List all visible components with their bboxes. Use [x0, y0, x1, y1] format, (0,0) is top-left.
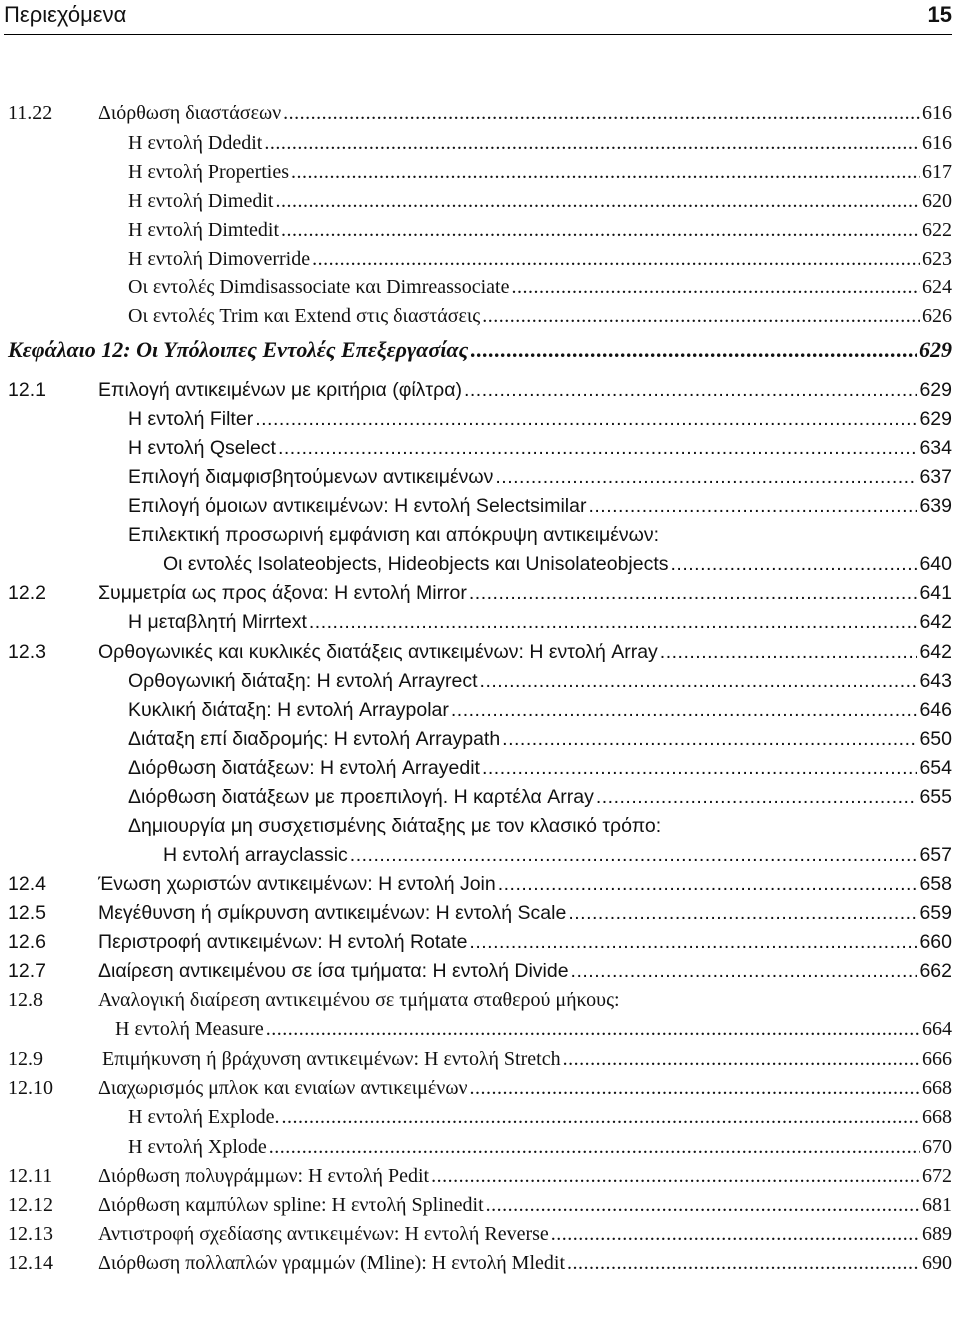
dot-leader [309, 609, 918, 635]
toc-page-number: 659 [919, 902, 952, 924]
page-number: 15 [927, 2, 952, 27]
dot-leader [567, 1250, 920, 1276]
toc-page-number: 689 [922, 1223, 952, 1245]
page-title: Περιεχόμενα [4, 2, 127, 27]
toc-page-number: 668 [922, 1106, 952, 1128]
dot-leader [495, 464, 917, 490]
toc-entry-title: Διαχωρισμός μπλοκ και ενιαίων αντικειμένων [98, 1077, 468, 1099]
toc-entry-title: Επιμήκυνση ή βράχυνση αντικειμένων: Η εντολή Stretch [102, 1048, 561, 1070]
toc-entry[interactable] [0, 813, 960, 839]
toc-section-number: 12.11 [8, 1165, 53, 1187]
toc-entry-title: Κυκλική διάταξη: Η εντολή Arraypolar [128, 699, 449, 721]
toc-page-number: 660 [919, 931, 952, 953]
toc-entry[interactable] [0, 406, 960, 432]
dot-leader [563, 1046, 920, 1072]
toc-entry-title: Η εντολή Xplode [128, 1136, 267, 1158]
toc-entry-title: Διάταξη επί διαδρομής: Η εντολή Arraypath [128, 728, 501, 750]
dot-leader [482, 303, 920, 329]
toc-entry-title: Η μεταβλητή Mirrtext [128, 611, 307, 633]
toc-page-number: 616 [922, 132, 952, 154]
toc-entry-title: Οι εντολές Dimdisassociate και Dimreassociate [128, 276, 510, 298]
toc-page-number: 624 [922, 276, 952, 298]
toc-entry-title: Η εντολή Dimtedit [128, 219, 280, 241]
dot-leader [278, 435, 918, 461]
dot-leader [282, 1104, 920, 1130]
toc-section-number: 12.12 [8, 1194, 53, 1216]
toc-page-number: 681 [922, 1194, 952, 1216]
toc-entry[interactable] [0, 464, 960, 490]
toc-entry[interactable] [0, 1104, 960, 1130]
dot-leader [470, 1075, 920, 1101]
toc-section-number: 12.4 [8, 873, 46, 895]
toc-section-number: 12.2 [8, 582, 46, 604]
toc-page-number: 654 [919, 757, 952, 779]
toc-entry[interactable] [0, 493, 960, 519]
toc-entry[interactable] [0, 871, 960, 897]
dot-leader [281, 217, 920, 243]
toc-page-number: 623 [922, 248, 952, 270]
toc-entry-title: Ορθογωνική διάταξη: Η εντολή Arrayrect [128, 670, 478, 692]
dot-leader [431, 1163, 920, 1189]
toc-entry[interactable] [0, 1075, 960, 1101]
toc-page-number: 639 [919, 495, 952, 517]
toc-entry[interactable] [0, 274, 960, 300]
toc-entry[interactable] [0, 130, 960, 156]
dot-leader [660, 639, 918, 665]
toc-entry-title: Διόρθωση πολυγράμμων: Η εντολή Pedit [98, 1165, 430, 1187]
dot-leader [551, 1221, 920, 1247]
toc-entry-title: Περιστροφή αντικειμένων: Η εντολή Rotate [98, 931, 468, 953]
dot-leader [469, 929, 917, 955]
toc-entry-title: Συμμετρία ως προς άξονα: Η εντολή Mirror [98, 582, 467, 604]
toc-page-number: 622 [922, 219, 952, 241]
toc-entry-title: Η εντολή Explode. [128, 1106, 280, 1128]
dot-leader [596, 784, 918, 810]
toc-entry[interactable] [0, 987, 960, 1013]
toc-entry-title: Διόρθωση διατάξεων με προεπιλογή. Η καρτέλα Array [128, 786, 594, 808]
dot-leader [498, 871, 918, 897]
dot-leader [464, 377, 917, 403]
dot-leader [451, 697, 918, 723]
toc-section-number: 12.1 [8, 379, 46, 401]
toc-entry[interactable] [0, 303, 960, 329]
toc-entry-title: Επιλογή αντικειμένων με κριτήρια (φίλτρα) [98, 379, 462, 401]
dot-leader [350, 842, 918, 868]
toc-page-number: 664 [922, 1018, 952, 1040]
toc-entry-title: Η εντολή Filter [128, 408, 254, 430]
toc-entry-title: Οι εντολές Isolateobjects, Hideobjects και Unisolateobjects [163, 553, 669, 575]
toc-entry[interactable] [0, 842, 960, 868]
toc-entry-title: Διόρθωση πολλαπλών γραμμών (Mline): Η εντολή Mledit [98, 1252, 566, 1274]
toc-entry[interactable] [0, 668, 960, 694]
dot-leader [511, 274, 920, 300]
toc-entry-title: Δημιουργία μη συσχετισμένης διάταξης με τον κλασικό τρόπο: [128, 815, 662, 837]
toc-entry[interactable] [0, 929, 960, 955]
toc-section-number: 12.13 [8, 1223, 53, 1245]
toc-entry[interactable] [0, 784, 960, 810]
dot-leader [269, 1134, 920, 1160]
dot-leader [469, 580, 918, 606]
toc-entry[interactable] [0, 100, 960, 126]
toc-page-number: 626 [922, 305, 952, 327]
toc-entry-title: Ορθογωνικές και κυκλικές διατάξεις αντικειμένων: Η εντολή Array [98, 641, 658, 663]
toc-entry[interactable] [0, 697, 960, 723]
toc-page-number: 629 [919, 408, 952, 430]
dot-leader [471, 337, 917, 363]
toc-section-number: 11.22 [8, 102, 53, 124]
toc-entry[interactable] [0, 958, 960, 984]
toc-section-number: 12.14 [8, 1252, 53, 1274]
toc-page-number: 637 [919, 466, 952, 488]
toc-page-number: 650 [919, 728, 952, 750]
toc-entry[interactable] [0, 188, 960, 214]
toc-entry[interactable] [0, 551, 960, 577]
toc-page-number: 646 [919, 699, 952, 721]
toc-page-number: 629 [919, 379, 952, 401]
toc-page-number: 657 [919, 844, 952, 866]
toc-page-number: 655 [919, 786, 952, 808]
toc-page-number: 642 [919, 641, 952, 663]
toc-page-number: 620 [922, 190, 952, 212]
dot-leader [571, 958, 918, 984]
toc-entry[interactable] [0, 522, 960, 548]
toc-entry-title: Ένωση χωριστών αντικειμένων: Η εντολή Join [98, 873, 496, 895]
toc-section-number: 12.10 [8, 1077, 53, 1099]
toc-entry[interactable] [0, 159, 960, 185]
dot-leader [264, 130, 920, 156]
toc-entry[interactable] [0, 435, 960, 461]
toc-entry[interactable] [0, 377, 960, 403]
dot-leader [275, 188, 920, 214]
toc-page-number: 641 [919, 582, 952, 604]
dot-leader [486, 1192, 920, 1218]
dot-leader [482, 755, 918, 781]
toc-entry-title: Οι εντολές Trim και Extend στις διαστάσεις [128, 305, 481, 327]
toc-entry[interactable] [0, 755, 960, 781]
toc-entry-title: Η εντολή Measure [115, 1018, 264, 1040]
toc-entry-title: Επιλογή διαμφισβητούμενων αντικειμένων [128, 466, 494, 488]
toc-page-number: 658 [919, 873, 952, 895]
toc-chapter-heading[interactable] [0, 337, 960, 363]
toc-section-number: 12.6 [8, 931, 46, 953]
toc-entry-title: Διόρθωση διαστάσεων [98, 102, 282, 124]
toc-entry-title: Μεγέθυνση ή σμίκρυνση αντικειμένων: Η εντολή Scale [98, 902, 567, 924]
toc-entry-title: Η εντολή Ddedit [128, 132, 263, 154]
toc-entry[interactable] [0, 217, 960, 243]
dot-leader [568, 900, 917, 926]
toc-entry-title: Αντιστροφή σχεδίασης αντικειμένων: Η εντολή Reverse [98, 1223, 549, 1245]
toc-entry-title: Επιλογή όμοιων αντικειμένων: Η εντολή Selectsimilar [128, 495, 587, 517]
toc-section-number: 12.5 [8, 902, 46, 924]
toc-section-number: 12.3 [8, 641, 46, 663]
toc-page-number: 690 [922, 1252, 952, 1274]
toc-entry-title: Η εντολή Qselect [128, 437, 276, 459]
toc-entry[interactable] [0, 1163, 960, 1189]
toc-section-number: 12.9 [8, 1048, 43, 1070]
toc-page-number: 617 [922, 161, 952, 183]
toc-page-number: 616 [922, 102, 952, 124]
toc-page-number: 643 [919, 670, 952, 692]
dot-leader [291, 159, 920, 185]
toc-entry-title: Διόρθωση καμπύλων spline: Η εντολή Splinedit [98, 1194, 484, 1216]
toc-entry[interactable] [0, 1134, 960, 1160]
toc-page-number: 640 [919, 553, 952, 575]
toc-page-number: 629 [919, 337, 952, 362]
dot-leader [283, 100, 920, 126]
toc-entry[interactable] [0, 1016, 960, 1042]
toc-page-number: 670 [922, 1136, 952, 1158]
toc-entry[interactable] [0, 1221, 960, 1247]
toc-page-number: 634 [919, 437, 952, 459]
toc-page-number: 666 [922, 1048, 952, 1070]
toc-page-number: 668 [922, 1077, 952, 1099]
toc-page-number: 662 [919, 960, 952, 982]
toc-entry-title: Η εντολή Dimoverride [128, 248, 311, 270]
toc-entry[interactable] [0, 246, 960, 272]
toc-entry[interactable] [0, 580, 960, 606]
dot-leader [671, 551, 918, 577]
toc-entry[interactable] [0, 1192, 960, 1218]
toc-entry[interactable] [0, 900, 960, 926]
toc-section-number: 12.8 [8, 989, 43, 1011]
toc-entry-title: Αναλογική διαίρεση αντικειμένου σε τμήματα σταθερού μήκους: [98, 989, 620, 1011]
toc-entry-title: Η εντολή Properties [128, 161, 289, 183]
dot-leader [312, 246, 920, 272]
toc-page-number: 672 [922, 1165, 952, 1187]
toc-section-number: 12.7 [8, 960, 46, 982]
toc-entry[interactable] [0, 1250, 960, 1276]
toc-entry-title: Η εντολή arrayclassic [163, 844, 348, 866]
toc-entry-title: Επιλεκτική προσωρινή εμφάνιση και απόκρυψη αντικειμένων: [128, 524, 660, 546]
toc-entry-title: Διόρθωση διατάξεων: Η εντολή Arrayedit [128, 757, 480, 779]
toc-entry[interactable] [0, 1046, 960, 1072]
dot-leader [480, 668, 918, 694]
dot-leader [502, 726, 917, 752]
toc-entry[interactable] [0, 726, 960, 752]
toc-entry-title: Κεφάλαιο 12: Οι Υπόλοιπες Εντολές Επεξεργασίας [8, 337, 469, 362]
toc-entry-title: Η εντολή Dimedit [128, 190, 274, 212]
dot-leader [255, 406, 917, 432]
toc-entry[interactable] [0, 639, 960, 665]
dot-leader [588, 493, 917, 519]
toc-entry[interactable] [0, 609, 960, 635]
dot-leader [266, 1016, 920, 1042]
toc-entry-title: Διαίρεση αντικειμένου σε ίσα τμήματα: Η εντολή Divide [98, 960, 569, 982]
toc-page-number: 642 [919, 611, 952, 633]
